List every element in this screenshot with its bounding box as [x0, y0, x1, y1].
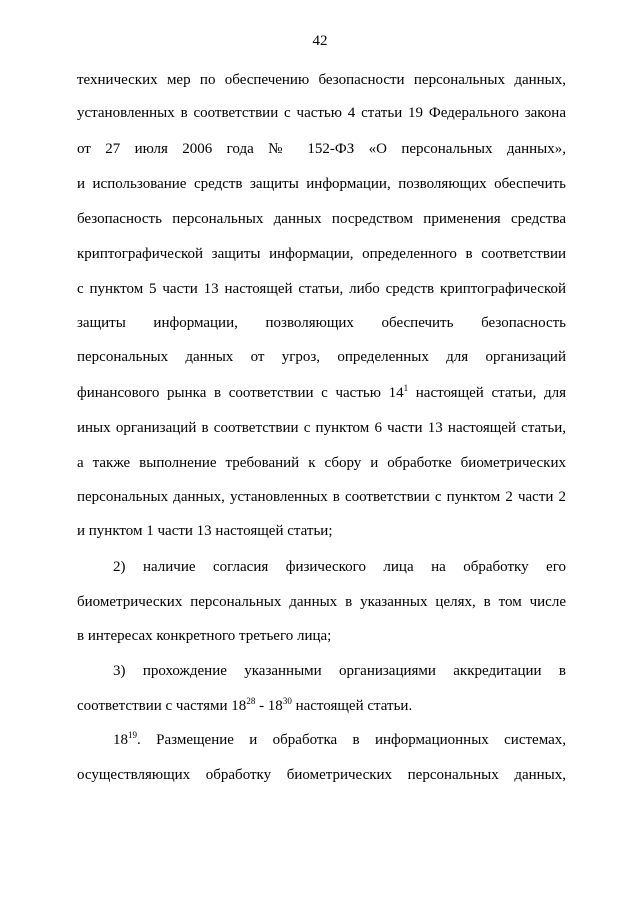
text-line: защиты информации, позволяющих обеспечить безопасность [77, 315, 566, 331]
text-line: безопасность персональных данных посредством применения средства [77, 211, 566, 227]
text-line: установленных в соответствии с частью 4 статьи 19 Федерального закона [77, 105, 566, 121]
text-line: технических мер по обеспечению безопасности персональных данных, [77, 72, 566, 88]
text-run: - 18 [255, 698, 283, 714]
text-run: настоящей статьи, для [408, 385, 566, 401]
text-line: осуществляющих обработку биометрических персональных данных, [77, 767, 566, 783]
text-line: 3) прохождение указанными организациями аккредитации в [113, 663, 566, 679]
text-line: криптографической защиты информации, определенного в соответствии [77, 246, 566, 262]
text-line: и пунктом 1 части 13 настоящей статьи; [77, 523, 333, 539]
text-line: 2) наличие согласия физического лица на обработку его [113, 559, 566, 575]
page-number: 42 [312, 33, 328, 49]
superscript: 19 [128, 730, 137, 740]
text-run: 18 [113, 732, 128, 748]
text-line: в интересах конкретного третьего лица; [77, 628, 332, 644]
text-run: финансового рынка в соответствии с частью 14 [77, 385, 404, 401]
text-run: настоящей статьи. [291, 698, 413, 714]
text-line: персональных данных от угроз, определенных для организаций [77, 349, 566, 365]
text-line [77, 384, 566, 402]
text-line [113, 731, 566, 749]
superscript: 30 [282, 696, 292, 706]
text-line: иных организаций в соответствии с пунктом 6 части 13 настоящей статьи, [77, 420, 566, 436]
superscript: 28 [246, 696, 256, 706]
text-line: биометрических персональных данных в указанных целях, в том числе [77, 594, 566, 610]
text-run: соответствии с частями 18 [77, 698, 247, 714]
text-line: от 27 июля 2006 года № 152-ФЗ «О персональных данных», [77, 141, 566, 157]
text-run: . Размещение и обработка в информационных системах, [137, 732, 566, 748]
text-line: и использование средств защиты информации, позволяющих обеспечить [77, 176, 566, 192]
text-line: а также выполнение требований к сбору и обработке биометрических [77, 455, 566, 471]
text-line: персональных данных, установленных в соответствии с пунктом 2 части 2 [77, 489, 566, 505]
superscript: 1 [403, 383, 409, 393]
text-line: с пунктом 5 части 13 настоящей статьи, либо средств криптографической [77, 281, 566, 297]
text-line [77, 697, 566, 715]
